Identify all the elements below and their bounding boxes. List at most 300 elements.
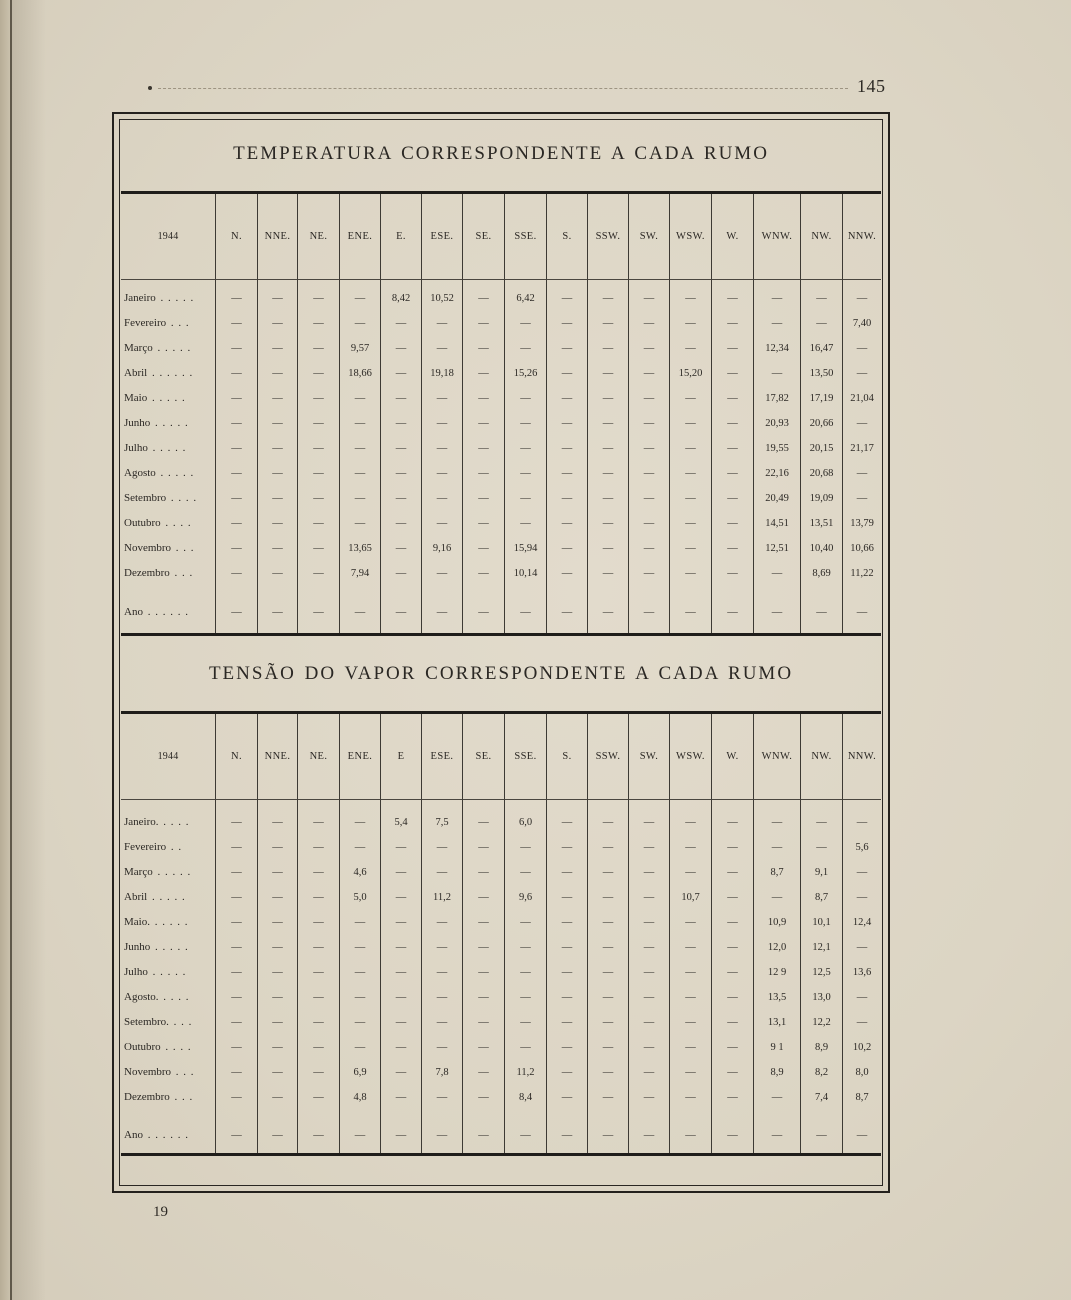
temperature-value-cell: 17,19 [800, 386, 842, 411]
vapor-pressure-value-cell: — [669, 960, 711, 985]
wind-direction-header: N. [215, 194, 257, 280]
temperature-value-cell: — [297, 436, 339, 461]
vapor-pressure-value-cell: — [711, 910, 753, 935]
table-row [121, 336, 881, 361]
temperature-value-cell: — [297, 461, 339, 486]
table-row [121, 361, 881, 386]
temperature-value-cell: — [339, 411, 380, 436]
temperature-value-cell: — [380, 486, 421, 511]
vapor-pressure-value-cell: 5,4 [380, 810, 421, 835]
vapor-pressure-value-cell: — [800, 835, 842, 860]
vapor-pressure-value-cell: — [546, 1060, 587, 1085]
year-header: 1944 [121, 194, 215, 280]
vapor-pressure-value-cell: — [257, 935, 297, 960]
temperature-value-cell: — [462, 286, 504, 311]
vapor-pressure-value-cell: 6,0 [504, 810, 546, 835]
temperature-value-cell: — [711, 561, 753, 586]
vapor-pressure-value-cell: — [504, 1010, 546, 1035]
spacer-cell [800, 800, 842, 810]
vapor-pressure-value-cell: — [215, 960, 257, 985]
vapor-pressure-value-cell: — [421, 1035, 462, 1060]
signature-folio: 19 [153, 1204, 168, 1220]
spacer-cell [546, 1110, 587, 1123]
temperature-value-cell: 21,17 [842, 436, 881, 461]
row-label: Maio . . . . . [124, 392, 185, 404]
temperature-value-cell: — [462, 311, 504, 336]
temperature-value-cell: — [339, 286, 380, 311]
temperature-value-cell: 20,68 [800, 461, 842, 486]
spacer-cell [753, 1110, 800, 1123]
temperature-value-cell: — [587, 436, 628, 461]
row-label: Janeiro. . . . . [124, 816, 189, 828]
vapor-pressure-value-cell: — [297, 1010, 339, 1035]
temperature-value-cell: — [711, 286, 753, 311]
temperature-value-cell: — [711, 461, 753, 486]
annual-row [121, 1123, 881, 1148]
vapor-pressure-value-cell: 12,2 [800, 1010, 842, 1035]
vapor-pressure-value-cell: — [546, 835, 587, 860]
row-spacer [121, 625, 881, 633]
vapor-pressure-value-cell: — [462, 860, 504, 885]
temperature-value-cell: — [462, 361, 504, 386]
vapor-pressure-value-cell: — [297, 835, 339, 860]
temperature-value-cell: — [339, 311, 380, 336]
temperature-value-cell: — [628, 436, 669, 461]
spacer-cell [421, 625, 462, 633]
table-body [121, 714, 881, 1153]
table-row [121, 860, 881, 885]
wind-direction-header: NW. [800, 714, 842, 800]
temperature-value-cell: — [462, 511, 504, 536]
temperature-value-cell: — [297, 600, 339, 625]
vapor-pressure-value-cell: — [380, 885, 421, 910]
vapor-pressure-value-cell: — [339, 835, 380, 860]
temperature-value-cell: — [587, 386, 628, 411]
vapor-pressure-value-cell: — [504, 985, 546, 1010]
temperature-value-cell: — [462, 600, 504, 625]
vapor-pressure-value-cell: — [587, 910, 628, 935]
temperature-value-cell: — [380, 461, 421, 486]
vapor-pressure-value-cell: — [421, 1085, 462, 1110]
vapor-pressure-value-cell: — [380, 935, 421, 960]
wind-direction-header: N. [215, 714, 257, 800]
temperature-value-cell: 12,51 [753, 536, 800, 561]
spacer-cell [800, 586, 842, 600]
temperature-value-cell: — [546, 311, 587, 336]
temperature-value-cell: — [546, 461, 587, 486]
temperature-value-cell: — [257, 311, 297, 336]
temperature-value-cell: — [628, 511, 669, 536]
temperature-value-cell: — [380, 600, 421, 625]
table-row [121, 835, 881, 860]
vapor-pressure-value-cell: — [462, 1060, 504, 1085]
row-label: Maio. . . . . . [124, 916, 188, 928]
vapor-pressure-value-cell: — [800, 810, 842, 835]
vapor-pressure-value-cell: — [462, 960, 504, 985]
temperature-value-cell: — [753, 600, 800, 625]
vapor-pressure-value-cell: — [842, 1010, 881, 1035]
temperature-value-cell: — [546, 386, 587, 411]
temperature-value-cell: 19,09 [800, 486, 842, 511]
temperature-value-cell: — [462, 386, 504, 411]
vapor-pressure-value-cell: 5,6 [842, 835, 881, 860]
vapor-pressure-value-cell: — [215, 885, 257, 910]
temperature-value-cell: — [504, 411, 546, 436]
temperature-value-cell: 13,51 [800, 511, 842, 536]
temperature-value-cell: — [257, 411, 297, 436]
temperature-value-cell: — [297, 486, 339, 511]
temperature-value-cell: 7,94 [339, 561, 380, 586]
temperature-value-cell: — [842, 486, 881, 511]
vapor-pressure-value-cell: 12,5 [800, 960, 842, 985]
vapor-pressure-value-cell: — [546, 960, 587, 985]
temperature-value-cell: — [753, 361, 800, 386]
vapor-pressure-value-cell: — [462, 1035, 504, 1060]
vapor-pressure-value-cell: — [462, 885, 504, 910]
vapor-pressure-value-cell: — [339, 935, 380, 960]
vapor-pressure-value-cell: — [339, 1010, 380, 1035]
temperature-value-cell: — [380, 436, 421, 461]
vapor-pressure-value-cell: — [297, 1085, 339, 1110]
vapor-pressure-value-cell: — [297, 985, 339, 1010]
temperature-value-cell: — [628, 600, 669, 625]
temperature-value-cell: — [753, 311, 800, 336]
wind-direction-header: SE. [462, 714, 504, 800]
temperature-table-title: TEMPERATURA CORRESPONDENTE A CADA RUMO [233, 143, 769, 164]
vapor-pressure-value-cell: — [297, 885, 339, 910]
wind-direction-header: NNW. [842, 714, 881, 800]
temperature-value-cell: — [669, 536, 711, 561]
temperature-value-cell: 20,15 [800, 436, 842, 461]
spacer-cell [121, 1148, 215, 1153]
temperature-value-cell: — [257, 336, 297, 361]
spacer-cell [669, 1148, 711, 1153]
temperature-value-cell: — [462, 536, 504, 561]
temperature-value-cell: 12,34 [753, 336, 800, 361]
temperature-value-cell: — [628, 536, 669, 561]
vapor-pressure-value-cell: — [380, 910, 421, 935]
temperature-value-cell: — [339, 436, 380, 461]
vapor-pressure-value-cell: — [753, 885, 800, 910]
temperature-value-cell: — [462, 461, 504, 486]
vapor-pressure-table-title: TENSÃO DO VAPOR CORRESPONDENTE A CADA RUMO [208, 663, 794, 684]
temperature-value-cell: — [421, 561, 462, 586]
temperature-value-cell: — [711, 511, 753, 536]
vapor-pressure-value-cell: — [380, 1060, 421, 1085]
spacer-cell [257, 625, 297, 633]
temperature-value-cell: 22,16 [753, 461, 800, 486]
temperature-value-cell: — [628, 386, 669, 411]
temperature-value-cell: — [380, 511, 421, 536]
vapor-pressure-value-cell: — [546, 885, 587, 910]
vapor-pressure-value-cell: 10,2 [842, 1035, 881, 1060]
vapor-pressure-value-cell: — [421, 835, 462, 860]
temperature-value-cell: — [628, 311, 669, 336]
temperature-value-cell: 13,79 [842, 511, 881, 536]
temperature-value-cell: — [842, 336, 881, 361]
temperature-value-cell: — [546, 361, 587, 386]
vapor-pressure-value-cell: — [711, 960, 753, 985]
vapor-pressure-value-cell: — [504, 860, 546, 885]
temperature-value-cell: — [257, 486, 297, 511]
vapor-pressure-value-cell: 4,8 [339, 1085, 380, 1110]
temperature-value-cell: — [462, 336, 504, 361]
temperature-value-cell: — [257, 536, 297, 561]
temperature-value-cell: — [711, 361, 753, 386]
temperature-value-cell: — [669, 461, 711, 486]
spacer-cell [587, 800, 628, 810]
vapor-pressure-value-cell: — [339, 960, 380, 985]
temperature-value-cell: — [504, 511, 546, 536]
temperature-value-cell: 20,49 [753, 486, 800, 511]
spacer-cell [711, 586, 753, 600]
temperature-value-cell: — [842, 600, 881, 625]
vapor-pressure-value-cell: — [669, 1123, 711, 1148]
wind-direction-header: SW. [628, 714, 669, 800]
vapor-pressure-value-cell: — [669, 860, 711, 885]
temperature-value-cell: — [587, 361, 628, 386]
spacer-cell [380, 586, 421, 600]
vapor-pressure-value-cell: 7,8 [421, 1060, 462, 1085]
spacer-cell [842, 800, 881, 810]
vapor-pressure-value-cell: — [297, 910, 339, 935]
vapor-pressure-value-cell: — [462, 810, 504, 835]
spacer-cell [462, 1110, 504, 1123]
temperature-value-cell: 6,42 [504, 286, 546, 311]
temperature-value-cell: — [215, 486, 257, 511]
spacer-cell [121, 586, 215, 600]
vapor-pressure-value-cell: 11,2 [421, 885, 462, 910]
spacer-cell [421, 800, 462, 810]
spacer-cell [842, 1110, 881, 1123]
spacer-cell [546, 586, 587, 600]
spacer-cell [669, 586, 711, 600]
vapor-pressure-value-cell: — [380, 1035, 421, 1060]
vapor-pressure-value-cell: — [628, 1123, 669, 1148]
wind-direction-header: S. [546, 194, 587, 280]
spacer-cell [546, 625, 587, 633]
temperature-value-cell: 10,52 [421, 286, 462, 311]
vapor-pressure-value-cell: — [587, 1085, 628, 1110]
vapor-pressure-value-cell: 9 1 [753, 1035, 800, 1060]
table-row [121, 311, 881, 336]
row-spacer [121, 1110, 881, 1123]
row-label: Ano . . . . . . [124, 606, 188, 618]
vapor-pressure-value-cell: 8,2 [800, 1060, 842, 1085]
vapor-pressure-value-cell: — [842, 985, 881, 1010]
vapor-pressure-value-cell: — [380, 860, 421, 885]
spacer-cell [587, 586, 628, 600]
table-row [121, 810, 881, 835]
row-label: Fevereiro . . . [124, 317, 189, 329]
temperature-value-cell: — [257, 561, 297, 586]
spacer-cell [297, 800, 339, 810]
temperature-value-cell: 13,50 [800, 361, 842, 386]
temperature-value-cell: — [339, 386, 380, 411]
vapor-pressure-value-cell: 8,9 [753, 1060, 800, 1085]
temperature-value-cell: — [504, 386, 546, 411]
vapor-pressure-value-cell: — [669, 935, 711, 960]
temperature-value-cell: — [800, 600, 842, 625]
row-label: Abril . . . . . . [124, 367, 193, 379]
wind-direction-header: WNW. [753, 714, 800, 800]
row-label: Fevereiro . . [124, 841, 182, 853]
temperature-value-cell: — [215, 311, 257, 336]
temperature-value-cell: 15,26 [504, 361, 546, 386]
vapor-pressure-value-cell: — [257, 910, 297, 935]
temperature-value-cell: — [587, 536, 628, 561]
spacer-cell [297, 586, 339, 600]
spacer-cell [669, 1110, 711, 1123]
vapor-pressure-value-cell: — [587, 935, 628, 960]
row-label: Junho . . . . . [124, 417, 188, 429]
temperature-value-cell: 10,66 [842, 536, 881, 561]
vapor-pressure-value-cell: 13,0 [800, 985, 842, 1010]
temperature-value-cell: 10,14 [504, 561, 546, 586]
vapor-pressure-value-cell: — [587, 1035, 628, 1060]
spacer-cell [504, 1148, 546, 1153]
vapor-pressure-value-cell: — [546, 1035, 587, 1060]
temperature-value-cell: — [842, 286, 881, 311]
temperature-value-cell: 18,66 [339, 361, 380, 386]
spacer-cell [215, 625, 257, 633]
vapor-pressure-value-cell: — [257, 885, 297, 910]
wind-direction-header: NE. [297, 194, 339, 280]
vapor-pressure-value-cell: — [297, 960, 339, 985]
vapor-pressure-value-cell: — [711, 810, 753, 835]
temperature-value-cell: — [587, 561, 628, 586]
spacer-cell [257, 1110, 297, 1123]
temperature-value-cell: — [297, 286, 339, 311]
vapor-pressure-value-cell: 13,1 [753, 1010, 800, 1035]
spacer-cell [297, 1148, 339, 1153]
vapor-pressure-value-cell: — [462, 1123, 504, 1148]
wind-direction-header: W. [711, 714, 753, 800]
temperature-value-cell: — [215, 436, 257, 461]
vapor-pressure-value-cell: — [257, 860, 297, 885]
temperature-value-cell: — [297, 361, 339, 386]
page-number: 145 [857, 76, 886, 96]
temperature-value-cell: — [421, 486, 462, 511]
table-row [121, 985, 881, 1010]
temperature-value-cell: — [297, 511, 339, 536]
temperature-value-cell: — [711, 411, 753, 436]
temperature-value-cell: — [587, 511, 628, 536]
vapor-pressure-value-cell: — [215, 810, 257, 835]
row-label: Ano . . . . . . [124, 1129, 188, 1141]
vapor-pressure-value-cell: — [380, 1010, 421, 1035]
vapor-pressure-value-cell: — [546, 935, 587, 960]
year-header: 1944 [121, 714, 215, 800]
vapor-pressure-value-cell: 8,7 [800, 885, 842, 910]
vapor-pressure-value-cell: — [257, 835, 297, 860]
binding-shadow [12, 0, 46, 1300]
temperature-value-cell: — [546, 436, 587, 461]
vapor-pressure-value-cell: — [339, 985, 380, 1010]
temperature-value-cell: — [215, 411, 257, 436]
wind-direction-header: ESE. [421, 194, 462, 280]
vapor-pressure-value-cell: — [215, 935, 257, 960]
vapor-pressure-value-cell: 5,0 [339, 885, 380, 910]
spacer-cell [504, 586, 546, 600]
temperature-value-cell: — [215, 336, 257, 361]
temperature-value-cell: — [628, 361, 669, 386]
table-row [121, 1060, 881, 1085]
vapor-pressure-value-cell: — [421, 985, 462, 1010]
temperature-value-cell: — [421, 386, 462, 411]
temperature-value-cell: — [711, 486, 753, 511]
vapor-pressure-value-cell: — [339, 910, 380, 935]
spacer-cell [711, 625, 753, 633]
temperature-value-cell: — [380, 311, 421, 336]
temperature-value-cell: — [800, 286, 842, 311]
wind-direction-header: SSW. [587, 714, 628, 800]
spacer-cell [380, 1110, 421, 1123]
temperature-value-cell: — [628, 336, 669, 361]
vapor-pressure-value-cell: — [628, 1085, 669, 1110]
vapor-pressure-value-cell: — [628, 1035, 669, 1060]
table-row [121, 286, 881, 311]
temperature-value-cell: — [669, 386, 711, 411]
temperature-value-cell: — [257, 600, 297, 625]
temperature-value-cell: 16,47 [800, 336, 842, 361]
vapor-pressure-value-cell: — [421, 960, 462, 985]
row-label: Outubro . . . . [124, 517, 191, 529]
temperature-value-cell: — [587, 600, 628, 625]
spacer-cell [587, 625, 628, 633]
temperature-value-cell: — [546, 536, 587, 561]
temperature-value-cell: — [546, 336, 587, 361]
temperature-value-cell: — [257, 361, 297, 386]
temperature-value-cell: — [297, 311, 339, 336]
temperature-value-cell: — [215, 361, 257, 386]
temperature-value-cell: — [380, 536, 421, 561]
temperature-value-cell: — [711, 386, 753, 411]
running-head-rule [158, 88, 848, 89]
vapor-pressure-value-cell: 4,6 [339, 860, 380, 885]
vapor-pressure-value-cell: — [711, 1060, 753, 1085]
spacer-cell [297, 625, 339, 633]
temperature-value-cell: — [257, 436, 297, 461]
vapor-pressure-value-cell: 7,5 [421, 810, 462, 835]
spacer-cell [711, 1110, 753, 1123]
spacer-cell [297, 1110, 339, 1123]
table-row [121, 436, 881, 461]
temperature-value-cell: — [628, 286, 669, 311]
annual-row [121, 600, 881, 625]
temperature-value-cell: 7,40 [842, 311, 881, 336]
vapor-pressure-value-cell: — [587, 1060, 628, 1085]
spacer-cell [421, 586, 462, 600]
temperature-value-cell: — [546, 486, 587, 511]
vapor-pressure-value-cell: — [297, 1060, 339, 1085]
temperature-value-cell: — [462, 436, 504, 461]
vapor-pressure-value-cell: — [504, 1035, 546, 1060]
vapor-pressure-value-cell: — [587, 885, 628, 910]
vapor-pressure-value-cell: — [587, 860, 628, 885]
temperature-value-cell: — [546, 511, 587, 536]
temperature-value-cell: — [215, 561, 257, 586]
vapor-pressure-value-cell: — [380, 985, 421, 1010]
temperature-value-cell: — [587, 411, 628, 436]
temperature-value-cell: — [380, 386, 421, 411]
temperature-value-cell: — [669, 511, 711, 536]
vapor-pressure-value-cell: 12,4 [842, 910, 881, 935]
row-label: Novembro . . . [124, 542, 194, 554]
vapor-pressure-value-cell: — [546, 860, 587, 885]
table-row [121, 910, 881, 935]
vapor-pressure-value-cell: 9,1 [800, 860, 842, 885]
